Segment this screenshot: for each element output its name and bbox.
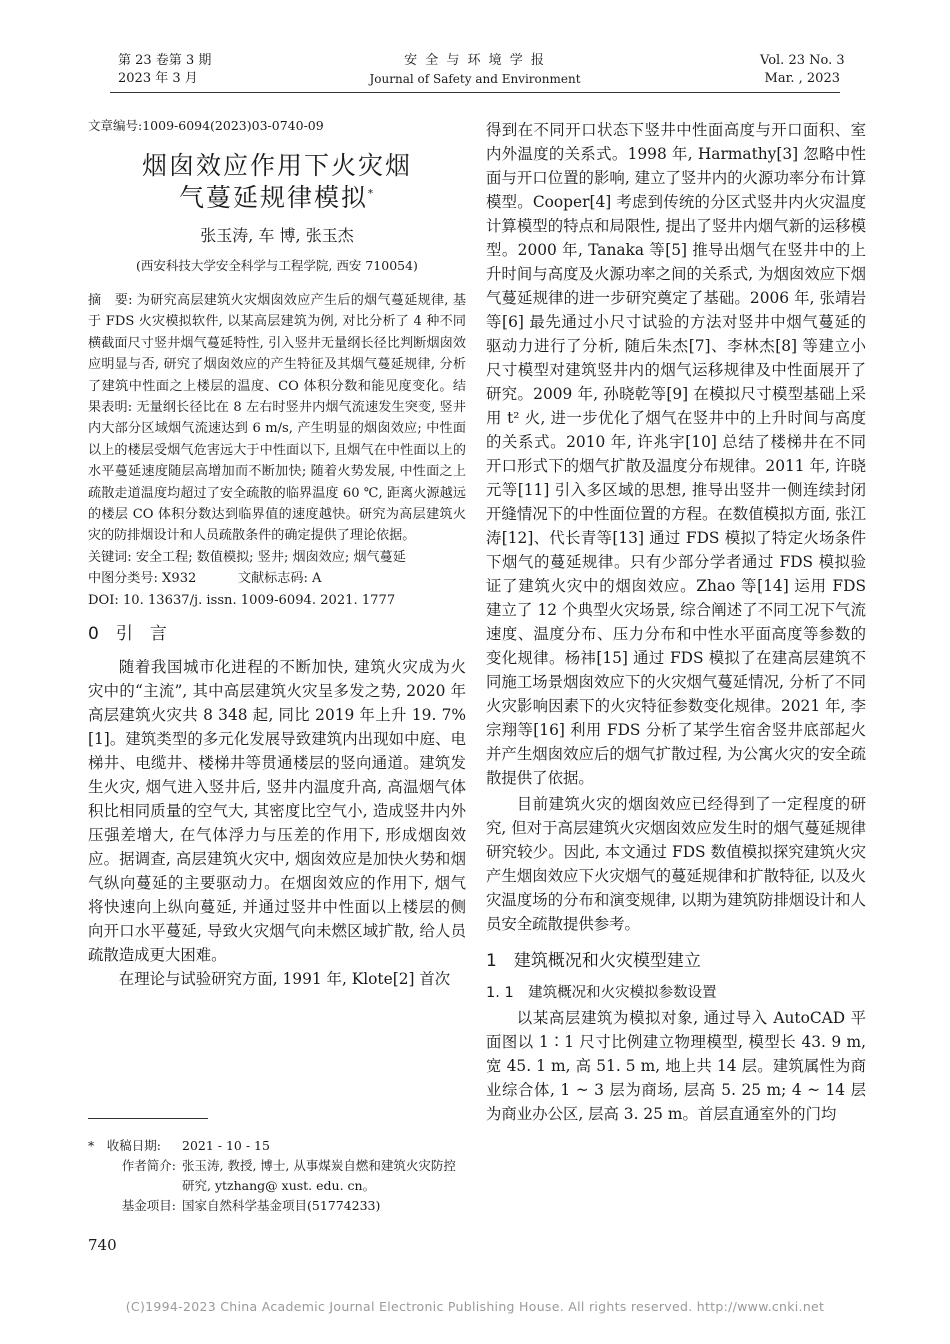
- title-line-1: 烟囱效应作用下火灾烟: [141, 151, 412, 180]
- subsection-1-1-title: 1. 1 建筑概况和火灾模拟参数设置: [486, 985, 717, 1001]
- section-0-title: 0 引 言: [88, 624, 167, 645]
- received-label: * 收稿日期:: [88, 1138, 161, 1153]
- received-value: 2021 - 10 - 15: [182, 1138, 270, 1153]
- author-label: 作者简介:: [121, 1158, 176, 1173]
- article-title: [88, 150, 466, 214]
- clc-number: 中图分类号: X932: [88, 571, 197, 587]
- footnote-rule: [88, 1118, 208, 1119]
- right-paragraph-2: 目前建筑火灾的烟囱效应已经得到了一定程度的研究, 但对于高层建筑火灾烟囱效应发生时的烟气蔓延规律研究较少。因此, 本文通过 FDS 数值模拟探究建筑火灾产生烟囱效应下火灾烟气的蔓延规律和扩散特征, 以及火灾温度场的分布和演变规律, 以期为建筑防排烟设计和人员安全疏散提供参考。: [486, 795, 866, 933]
- footnote-received: [88, 1136, 468, 1156]
- left-column: [88, 116, 466, 991]
- author-value: 张玉涛, 教授, 博士, 从事煤炭自燃和建筑火灾防控研究, ytzhang@ xust. edu. cn。: [182, 1158, 456, 1193]
- right-paragraph-1: 得到在不同开口状态下竖井中性面高度与开口面积、室内外温度的关系式。1998 年, Harmathy[3] 忽略中性面与开口位置的影响, 建立了竖井内的火源功率分布计算模型。Cooper[4] 考虑到传统的分区式竖井内火灾温度计算模型的特点和局限性, 提出了竖井内烟气新的运移模型。2000 年, Tanaka 等[5] 推导出烟气在竖井中的上升时间与高度及火源功率之间的关系式, 为烟囱效应下烟气蔓延规律的进一步研究奠定了基础。2006 年, 张靖岩等[6] 最先通过小尺寸试验的方法对竖井中烟气蔓延的驱动力进行了分析, 随后朱杰[7]、李林杰[8] 等建立小尺寸模型对建筑竖井内的烟气运移规律及中性面展开了研究。2009 年, 孙晓乾等[9] 在模拟尺寸模型基础上采用 t² 火, 进一步优化了烟气在竖井中的上升时间与高度的关系式。2010 年, 许兆宇[10] 总结了楼梯井在不同开口形式下的烟气扩散及温度分布规律。2011 年, 许晓元等[11] 引入多区域的思想, 推导出竖井一侧连续封闭开缝情况下的中性面位置的方程。在数值模拟方面, 张江涛[12]、代长青等[13] 通过 FDS 模拟了特定火场条件下烟气的蔓延规律。只有少部分学者通过 FDS 模拟验证了建筑火灾中的烟囱效应。Zhao 等[14] 运用 FDS 建立了 12 个典型火灾场景, 综合阐述了不同工况下气流速度、温度分布、压力分布和中性水平面高度等参数的变化规律。杨祎[15] 通过 FDS 模拟了在建高层建筑不同施工场景烟囱效应下的火灾烟气蔓延情况, 分析了不同火灾影响因素下的火灾特征参数变化规律。2021 年, 李宗翔等[16] 利用 FDS 分析了某学生宿舍竖井底部起火并产生烟囱效应后的烟气扩散过程, 为公寓火灾的安全疏散提供了依据。: [486, 121, 866, 787]
- date-en: Mar. , 2023: [764, 71, 840, 86]
- right-paragraph-3: 以某高层建筑为模拟对象, 通过导入 AutoCAD 平面图以 1∶1 尺寸比例建立物理模型, 模型长 43. 9 m, 宽 45. 1 m, 高 51. 5 m, 地上共 14 层。建筑属性为商业综合体, 1 ~ 3 层为商场, 层高 5. 25 m; 4 ~ 14 层为商业办公区, 层高 3. 25 m。首层直通室外的门均: [486, 1009, 866, 1123]
- page-number: 740: [88, 1236, 117, 1254]
- affiliation: (西安科技大学安全科学与工程学院, 西安 710054): [136, 258, 418, 273]
- header-rule: [110, 92, 840, 93]
- issue-date: 2023 年 3 月: [118, 71, 198, 86]
- intro-paragraph-1: 随着我国城市化进程的不断加快, 建筑火灾成为火灾中的“主流”, 其中高层建筑火灾呈多发之势, 2020 年高层建筑火灾共 8 348 起, 同比 2019 年上升 19. 7%[1]。建筑类型的多元化发展导致建筑内出现如中庭、电梯井、电缆井、楼梯井等贯通楼层的竖向通道。建筑发生火灾, 烟气进入竖井后, 竖井内温度升高, 高温烟气体积比相同质量的空气大, 其密度比空气小, 造成竖井内外压强差增大, 在气体浮力与压差的作用下, 形成烟囱效应。据调查, 高层建筑火灾中, 烟囱效应是加快火势和烟气纵向蔓延的主要驱动力。在烟囱效应的作用下, 烟气将快速向上纵向蔓延, 并通过竖井中性面以上楼层的侧向开口水平蔓延, 导致火灾烟气向未燃区域扩散, 给人员疏散造成更大困难。: [88, 658, 466, 965]
- keywords: 关键词: 安全工程; 数值模拟; 竖井; 烟囱效应; 烟气蔓延: [88, 549, 406, 565]
- fund-value: 国家自然科学基金项目(51774233): [182, 1198, 381, 1213]
- title-footnote-mark: *: [368, 188, 375, 200]
- journal-name-en: Journal of Safety and Environment: [369, 72, 581, 86]
- document-code: 文献标志码: A: [238, 571, 322, 587]
- classification-row: [88, 568, 466, 589]
- article-number: 文章编号:1009-6094(2023)03-0740-09: [88, 118, 324, 133]
- title-line-2-wrap: [88, 182, 466, 214]
- copyright-notice: (C)1994-2023 China Academic Journal Electronic Publishing House. All rights reserved. http://www.cnki.net: [125, 1299, 825, 1314]
- journal-name-cn: 安 全 与 环 境 学 报: [404, 53, 546, 68]
- volume-en: Vol. 23 No. 3: [760, 53, 845, 68]
- footnote-author: [88, 1156, 468, 1196]
- issue-volume: 第 23 卷第 3 期: [118, 53, 212, 68]
- title-line-2: 气蔓延规律模拟: [178, 183, 368, 212]
- footnote: [88, 1136, 468, 1216]
- intro-paragraph-2: 在理论与试验研究方面, 1991 年, Klote[2] 首次: [118, 970, 451, 989]
- right-column: [486, 118, 866, 1126]
- footnote-fund: [88, 1196, 468, 1216]
- doi: DOI: 10. 13637/j. issn. 1009-6094. 2021. 1777: [88, 592, 396, 608]
- section-1-title: 1 建筑概况和火灾模型建立: [486, 951, 701, 971]
- abstract: 摘 要: 为研究高层建筑火灾烟囱效应产生后的烟气蔓延规律, 基于 FDS 火灾模拟软件, 以某高层建筑为例, 对比分析了 4 种不同横截面尺寸竖井烟气蔓延特性, 引入竖井无量纲长径比判断烟囱效应明显与否, 研究了烟囱效应的产生特征及其烟气蔓延规律, 分析了建筑中性面之上楼层的温度、CO 体积分数和能见度变化。结果表明: 无量纲长径比在 8 左右时竖井内烟气流速发生突变, 竖井内大部分区域烟气流速达到 6 m/s, 产生明显的烟囱效应; 中性面以上的楼层受烟气危害远大于中性面以下, 且烟气在中性面以上的水平蔓延速度随层高增加而不断加快; 随着火势发展, 中性面之上疏散走道温度均超过了安全疏散的临界温度 60 ℃, 距离火源越远的楼层 CO 体积分数达到临界值的速度越快。研究为高层建筑火灾的防排烟设计和人员疏散条件的确定提供了理论依据。: [88, 293, 466, 544]
- journal-volume-en: [760, 52, 845, 88]
- fund-label: 基金项目:: [121, 1198, 176, 1213]
- authors: 张玉涛, 车 博, 张玉杰: [200, 226, 354, 245]
